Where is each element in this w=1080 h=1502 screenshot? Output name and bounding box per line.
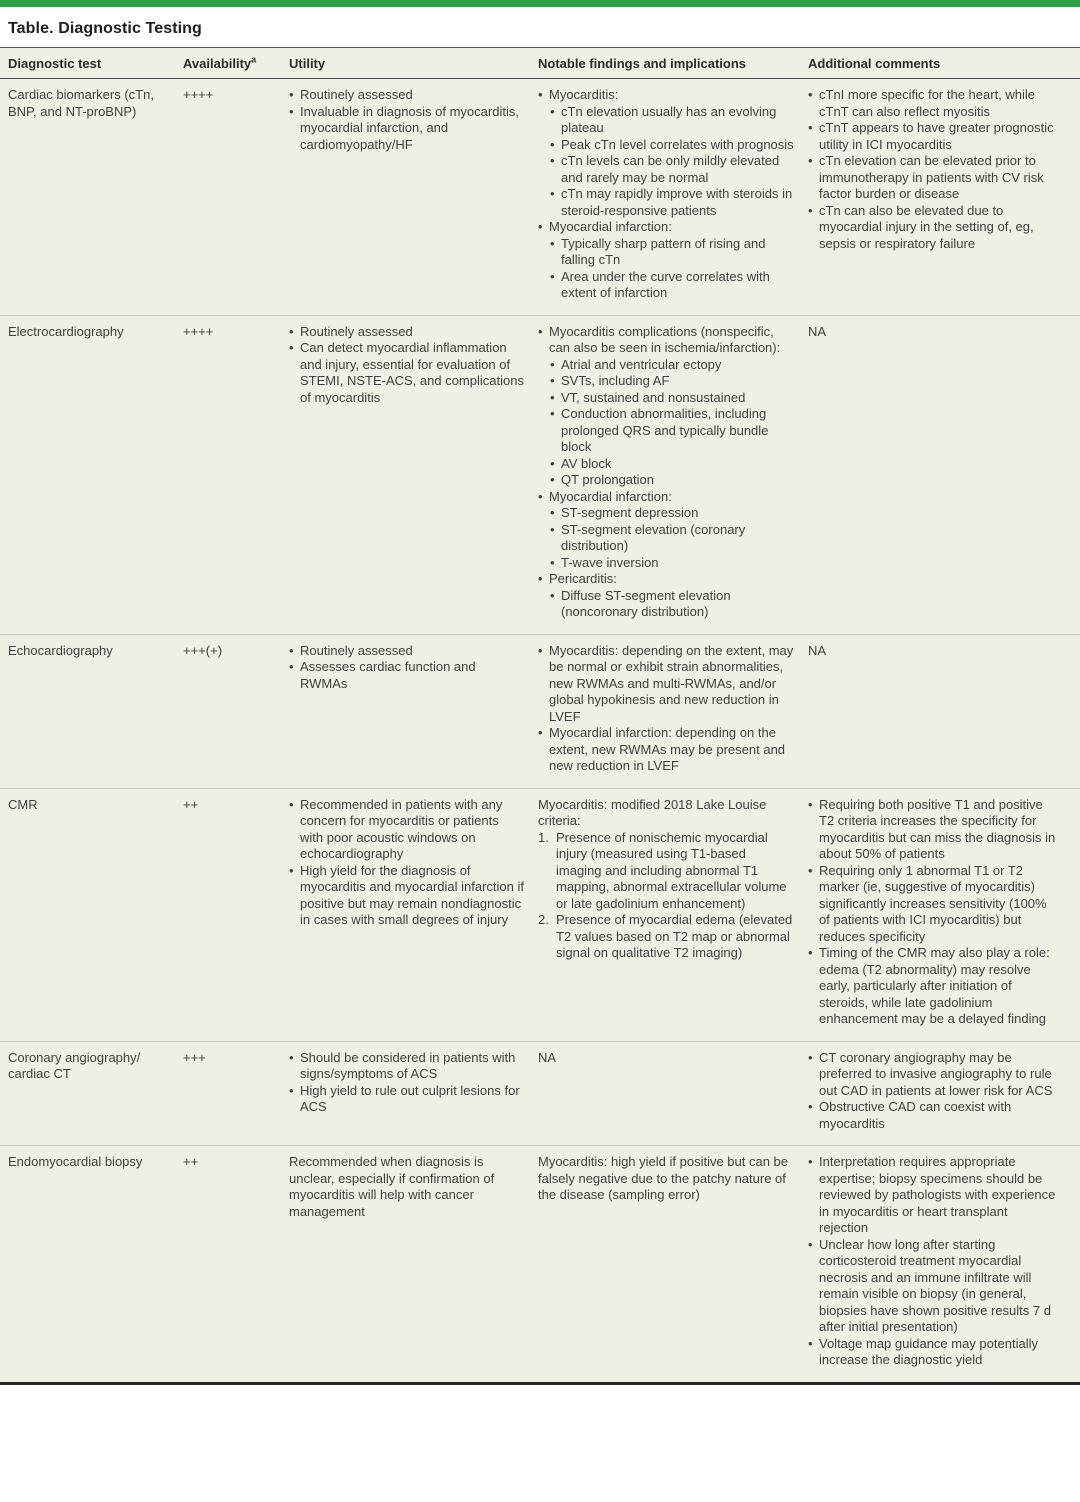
utility-cell <box>289 1154 538 1369</box>
bullet-item: • Typically sharp pattern of rising and falling cTn <box>550 235 766 267</box>
bullet-item: • Unclear how long after starting corticosteroid treatment myocardial necrosis and an immune infiltrate will remain visible on biopsy (in general, biopsies have shown positive results 7 d after initial presentation) <box>808 1236 1051 1334</box>
bullet-item: • Diffuse ST-segment elevation (noncoronary distribution) <box>550 587 731 619</box>
column-header-label: Diagnostic test <box>8 56 102 71</box>
text-line: NA <box>538 1049 557 1065</box>
bullet-item: • Myocardial infarction: <box>538 488 672 504</box>
bullet-item: • Myocarditis complications (nonspecific, can also be seen in ischemia/infarction): <box>538 323 781 355</box>
bullet-item: • Myocardial infarction: <box>538 219 672 234</box>
table-title-row <box>0 7 1080 47</box>
bullet-item: • Should be considered in patients with signs/symptoms of ACS <box>289 1049 516 1081</box>
bullet-marker: • <box>538 323 543 339</box>
column-header-notable-findings <box>538 56 808 71</box>
bullet-item: • Obstructive CAD can coexist with myocarditis <box>808 1099 1012 1131</box>
bullet-marker: • <box>289 1049 294 1065</box>
bullet-marker: • <box>538 87 543 102</box>
bullet-item: • cTn may rapidly improve with steroids in steroid-responsive patients <box>550 186 793 218</box>
number-marker: 2. <box>538 912 549 927</box>
table-title: Table. Diagnostic Testing <box>8 20 202 37</box>
bullet-marker: • <box>550 406 555 421</box>
bullet-marker: • <box>808 153 813 168</box>
bullet-item: • cTn elevation can be elevated prior to immunotherapy in patients with CV risk factor burden or disease <box>808 153 1044 201</box>
bullet-marker: • <box>808 862 813 878</box>
table-header-row <box>0 48 1080 79</box>
table-row <box>0 634 1080 788</box>
availability-cell: ++ <box>183 1154 199 1169</box>
bullet-marker: • <box>550 389 555 405</box>
text-line: Myocarditis: high yield if positive but can be falsely negative due to the patchy nature of the disease (sampling error) <box>538 1154 789 1202</box>
column-header-additional-comments <box>808 56 1072 71</box>
bullet-item: • Timing of the CMR may also play a role: edema (T2 abnormality) may resolve early, particularly after initiation of steroids, while late gadolinium enhancement may be a delayed finding <box>808 945 1050 1026</box>
additional-comments-cell <box>808 324 1072 621</box>
text-line: Recommended when diagnosis is unclear, especially if confirmation of myocarditis will help with cancer management <box>289 1154 495 1219</box>
table-row <box>0 79 1080 315</box>
bullet-marker: • <box>538 725 543 740</box>
diagnostic-test-cell: Electrocardiography <box>8 323 124 339</box>
notable-findings-cell <box>538 643 808 775</box>
column-header-utility <box>289 56 538 71</box>
column-header-diagnostic-test <box>8 56 183 71</box>
bullet-item: • Conduction abnormalities, including prolonged QRS and typically bundle block <box>550 406 769 454</box>
bullet-marker: • <box>289 796 294 812</box>
bullet-marker: • <box>289 642 294 658</box>
bullet-marker: • <box>808 1335 813 1351</box>
bullet-marker: • <box>550 356 555 372</box>
bullet-item: • Myocarditis: <box>538 87 619 102</box>
bullet-item: • cTnI more specific for the heart, while cTnT can also reflect myositis <box>808 87 1036 119</box>
bullet-item: • cTn can also be elevated due to myocardial injury in the setting of, eg, sepsis or respiratory failure <box>808 202 1034 251</box>
diagnostic-test-cell: Endomyocardial biopsy <box>8 1154 143 1169</box>
text-line: NA <box>808 323 827 339</box>
bullet-marker: • <box>538 488 543 504</box>
bullet-item: • Atrial and ventricular ectopy <box>550 356 722 372</box>
column-header-label: Utility <box>289 56 326 71</box>
bullet-item: • QT prolongation <box>550 472 654 487</box>
bullet-marker: • <box>289 87 294 102</box>
table-row <box>0 1145 1080 1382</box>
bullet-item: • Can detect myocardial inflammation and injury, essential for evaluation of STEMI, NSTE-ACS, and complications of myocarditis <box>289 340 524 405</box>
additional-comments-cell <box>808 87 1072 302</box>
table-row <box>0 788 1080 1041</box>
bullet-marker: • <box>550 136 555 152</box>
diagnostic-testing-table <box>0 47 1080 1385</box>
bullet-marker: • <box>808 120 813 135</box>
bullet-item: • Area under the curve correlates with extent of infarction <box>550 268 770 300</box>
bullet-item: • VT, sustained and nonsustained <box>550 389 746 405</box>
bullet-item: • Interpretation requires appropriate expertise; biopsy specimens should be reviewed by pathologists with experience in myocarditis or heart transplant rejection <box>808 1154 1056 1235</box>
bullet-marker: • <box>808 1099 813 1114</box>
bullet-marker: • <box>550 554 555 570</box>
numbered-item: 2. Presence of myocardial edema (elevated T2 values based on T2 map or abnormal signal on qualitative T2 imaging) <box>538 912 793 960</box>
bullet-marker: • <box>808 796 813 812</box>
bullet-marker: • <box>550 186 555 201</box>
bullet-item: • T-wave inversion <box>550 554 659 570</box>
bullet-marker: • <box>538 219 543 234</box>
bullet-marker: • <box>808 945 813 960</box>
bullet-marker: • <box>808 202 813 218</box>
bullet-marker: • <box>289 103 294 119</box>
diagnostic-test-cell: CMR <box>8 796 38 812</box>
bullet-marker: • <box>550 153 555 168</box>
bullet-item: • Requiring both positive T1 and positive T2 criteria increases the specificity for myocarditis but can miss the diagnosis in about 50% of patients <box>808 796 1056 861</box>
bullet-item: • Invaluable in diagnosis of myocarditis, myocardial infarction, and cardiomyopathy/HF <box>289 103 519 152</box>
accent-top-bar <box>0 0 1080 7</box>
bullet-item: • ST-segment depression <box>550 505 699 520</box>
availability-cell: ++++ <box>183 87 214 102</box>
bullet-item: • Routinely assessed <box>289 87 413 102</box>
bullet-item: • Assesses cardiac function and RWMAs <box>289 659 476 691</box>
footnote-marker: a <box>251 54 257 65</box>
availability-cell: +++ <box>183 1049 206 1065</box>
bullet-marker: • <box>550 103 555 119</box>
bullet-marker: • <box>289 340 294 355</box>
bullet-item: • cTn elevation usually has an evolving plateau <box>550 103 777 135</box>
bullet-marker: • <box>289 323 294 339</box>
bullet-item: • High yield for the diagnosis of myocarditis and myocardial infarction if positive but may remain nondiagnostic in cases with small degrees of injury <box>289 862 524 927</box>
bullet-item: • High yield to rule out culprit lesions for ACS <box>289 1082 520 1114</box>
bullet-marker: • <box>538 642 543 658</box>
bullet-marker: • <box>550 587 555 603</box>
bullet-marker: • <box>550 455 555 471</box>
bullet-marker: • <box>550 235 555 251</box>
bullet-item: • SVTs, including AF <box>550 373 670 388</box>
additional-comments-cell <box>808 1154 1072 1369</box>
text-line: NA <box>808 642 827 658</box>
bullet-marker: • <box>289 862 294 878</box>
table-body <box>0 79 1080 1382</box>
utility-cell <box>289 324 538 621</box>
table-row <box>0 1041 1080 1146</box>
bullet-item: • AV block <box>550 455 612 471</box>
bullet-marker: • <box>550 373 555 388</box>
bullet-marker: • <box>289 1082 294 1098</box>
text-line: Myocarditis: modified 2018 Lake Louise criteria: <box>538 796 767 828</box>
bullet-item: • Recommended in patients with any concern for myocarditis or patients with poor acoustic windows on echocardiography <box>289 796 503 861</box>
number-marker: 1. <box>538 829 549 845</box>
additional-comments-cell <box>808 797 1072 1028</box>
notable-findings-cell <box>538 1154 808 1369</box>
diagnostic-test-cell: Cardiac biomarkers (cTn, BNP, and NT-proBNP) <box>8 87 154 119</box>
numbered-item: 1. Presence of nonischemic myocardial injury (measured using T1-based imaging and including abnormal T1 mapping, abnormal extracellular volume or late gadolinium enhancement) <box>538 829 787 911</box>
bullet-item: • Myocardial infarction: depending on the extent, new RWMAs may be present and new reduction in LVEF <box>538 725 786 773</box>
bullet-marker: • <box>550 268 555 284</box>
column-header-label: Availability <box>183 56 252 71</box>
bullet-marker: • <box>808 1049 813 1065</box>
bullet-item: • Peak cTn level correlates with prognosis <box>550 136 794 152</box>
bullet-item: • ST-segment elevation (coronary distribution) <box>550 521 746 553</box>
table-row <box>0 315 1080 634</box>
availability-cell: +++(+) <box>183 642 223 658</box>
utility-cell <box>289 1050 538 1133</box>
bullet-marker: • <box>808 1236 813 1252</box>
column-header-label: Notable findings and implications <box>538 56 747 71</box>
notable-findings-cell <box>538 1050 808 1133</box>
bullet-item: • Voltage map guidance may potentially increase the diagnostic yield <box>808 1335 1038 1367</box>
diagnostic-test-cell: Echocardiography <box>8 642 113 658</box>
notable-findings-cell <box>538 797 808 1028</box>
bullet-item: • Pericarditis: <box>538 571 617 586</box>
diagnostic-test-cell: Coronary angiography/​cardiac CT <box>8 1049 141 1081</box>
bullet-item: • Myocarditis: depending on the extent, may be normal or exhibit strain abnormalities, new RWMAs and multi-RWMAs, and/or global hypokinesis and new reduction in LVEF <box>538 642 794 724</box>
bullet-item: • Routinely assessed <box>289 323 413 339</box>
bullet-item: • Routinely assessed <box>289 642 413 658</box>
availability-cell: ++ <box>183 796 199 812</box>
utility-cell <box>289 87 538 302</box>
additional-comments-cell <box>808 643 1072 775</box>
bullet-marker: • <box>808 87 813 102</box>
bullet-item: • cTnT appears to have greater prognostic utility in ICI myocarditis <box>808 120 1054 152</box>
bullet-marker: • <box>550 521 555 537</box>
utility-cell <box>289 797 538 1028</box>
bullet-item: • Requiring only 1 abnormal T1 or T2 marker (ie, suggestive of myocarditis) significantly increases sensitivity (100% of patients with ICI myocarditis) but reduces specificity <box>808 862 1047 944</box>
bullet-marker: • <box>289 659 294 674</box>
additional-comments-cell <box>808 1050 1072 1133</box>
utility-cell <box>289 643 538 775</box>
column-header-availability <box>183 56 289 71</box>
column-header-label: Additional comments <box>808 56 941 71</box>
notable-findings-cell <box>538 87 808 302</box>
bullet-item: • CT coronary angiography may be preferred to invasive angiography to rule out CAD in patients at lower risk for ACS <box>808 1049 1053 1098</box>
bullet-marker: • <box>538 571 543 586</box>
bullet-marker: • <box>550 472 555 487</box>
bullet-marker: • <box>550 505 555 520</box>
availability-cell: ++++ <box>183 323 214 339</box>
bullet-item: • cTn levels can be only mildly elevated and rarely may be normal <box>550 153 780 185</box>
notable-findings-cell <box>538 324 808 621</box>
bullet-marker: • <box>808 1154 813 1169</box>
